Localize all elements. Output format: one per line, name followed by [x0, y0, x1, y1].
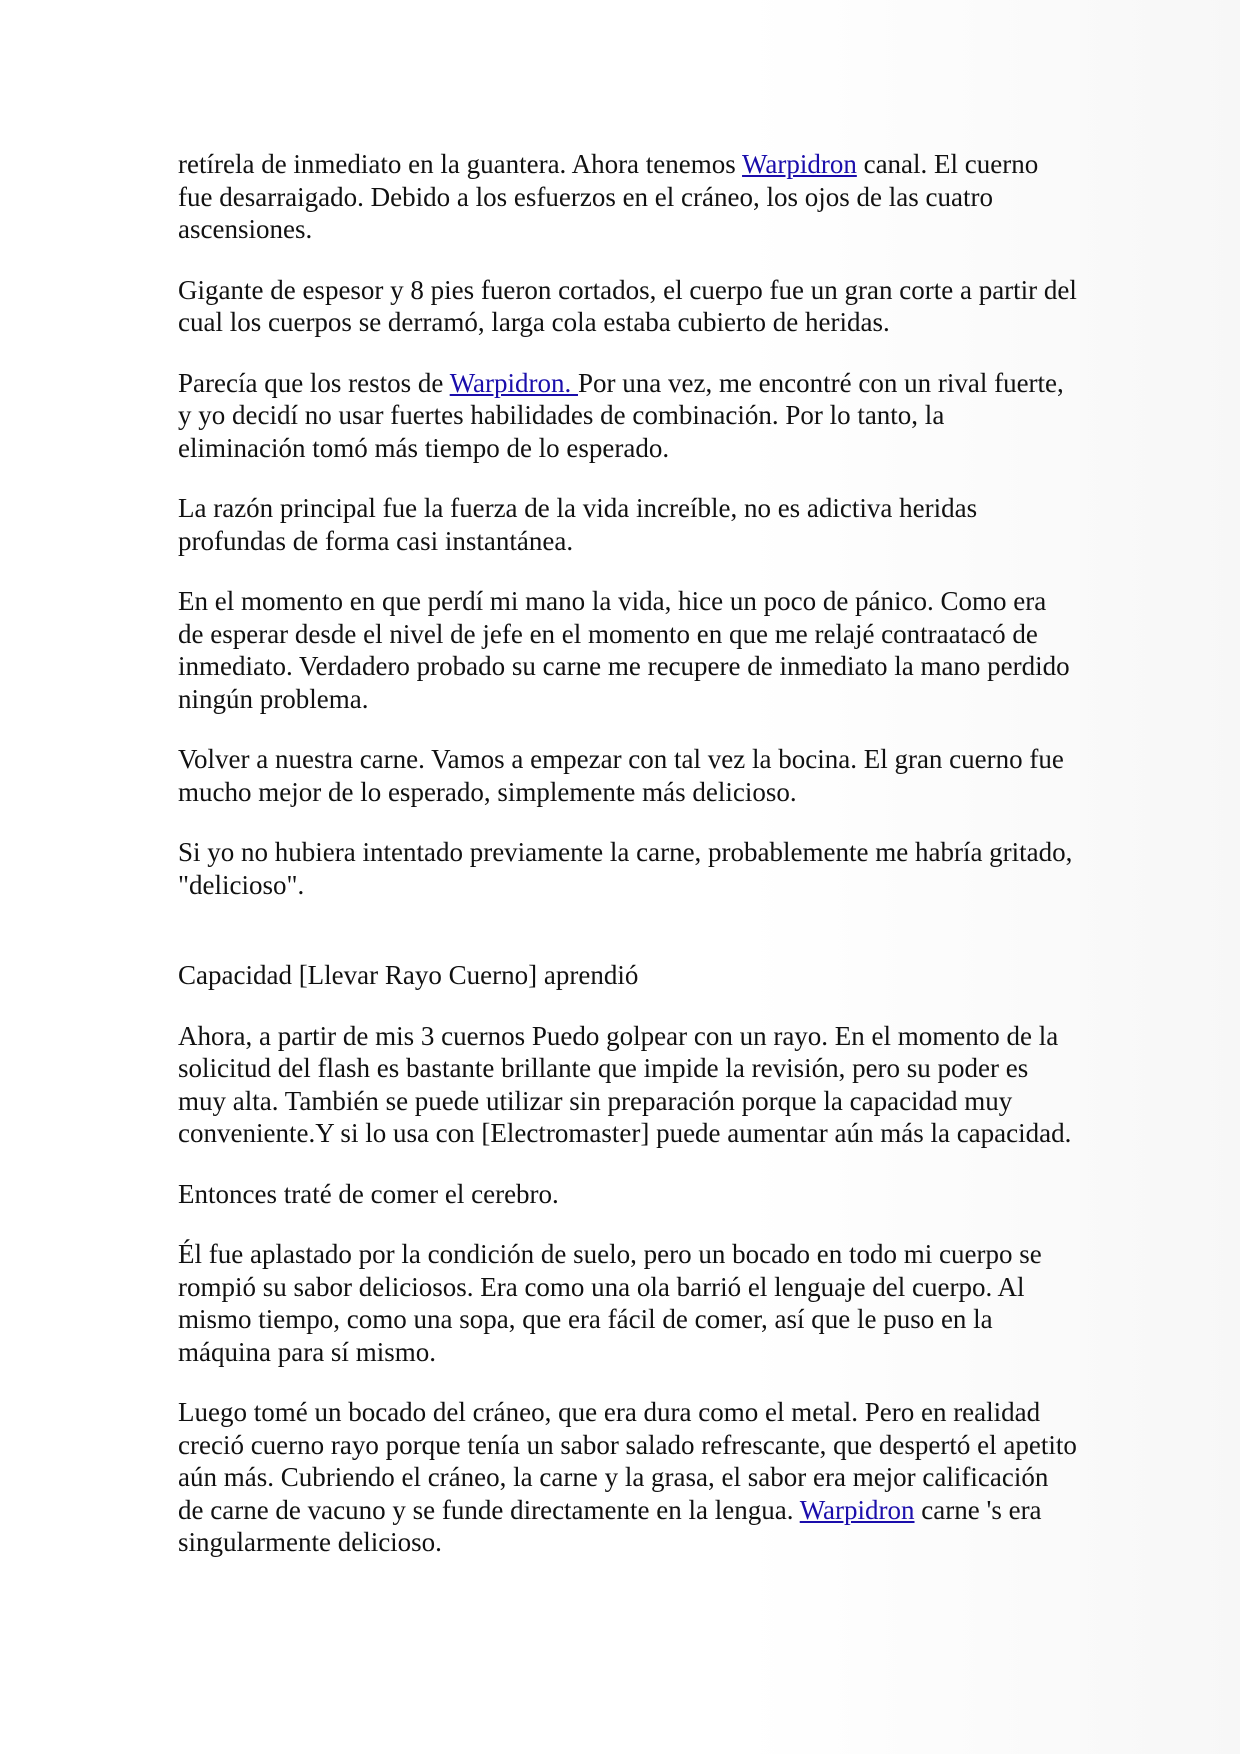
paragraph-7: Si yo no hubiera intentado previamente la carne, probablemente me habría gritado, "delicioso".: [178, 837, 1073, 900]
paragraph-3: [178, 367, 1078, 465]
warpidron-link-3[interactable]: Warpidron: [799, 1494, 915, 1525]
paragraph-1: [178, 148, 1078, 246]
paragraph-9: Ahora, a partir de mis 3 cuernos Puedo golpear con un rayo. En el momento de la solicitud del flash es bastante brillante que impide la revisión, pero su poder es muy alta. También se puede utilizar sin preparación porque la capacidad muy conveniente.Y si lo usa con [Electromaster] puede aumentar aún más la capacidad.: [178, 1020, 1072, 1148]
paragraph-5: En el momento en que perdí mi mano la vida, hice un poco de pánico. Como era de esperar desde el nivel de jefe en el momento en que me relajé contraatacó de inmediato. Verdadero probado su carne me recupere de inmediato la mano perdido ningún problema.: [178, 586, 1070, 714]
warpidron-link-2[interactable]: Warpidron.: [449, 367, 578, 398]
document-body: [178, 148, 1078, 1587]
paragraph-3-text-a: Parecía que los restos de: [178, 367, 450, 398]
paragraph-1-text-a: retírela de inmediato en la guantera. Ahora tenemos: [178, 149, 743, 179]
paragraph-12-text-b: carne 's era singularmente delicioso.: [178, 1494, 1042, 1557]
paragraph-12: [178, 1396, 1078, 1559]
paragraph-1-text-b: canal. El cuerno fue desarraigado. Debido a los esfuerzos en el cráneo, los ojos de las cuatro ascensiones.: [178, 149, 1039, 244]
paragraph-2: Gigante de espesor y 8 pies fueron cortados, el cuerpo fue un gran corte a partir del cual los cuerpos se derramó, larga cola estaba cubierto de heridas.: [178, 274, 1077, 337]
paragraph-3-text-b: Por una vez, me encontré con un rival fuerte, y yo decidí no usar fuertes habilidades de combinación. Por lo tanto, la eliminación tomó más tiempo de lo esperado.: [178, 367, 1064, 463]
paragraph-11: Él fue aplastado por la condición de suelo, pero un bocado en todo mi cuerpo se rompió su sabor deliciosos. Era como una ola barrió el lenguaje del cuerpo. Al mismo tiempo, como una sopa, que era fácil de comer, así que le puso en la máquina para sí mismo.: [178, 1239, 1042, 1367]
paragraph-4: La razón principal fue la fuerza de la vida increíble, no es adictiva heridas profundas de forma casi instantánea.: [178, 493, 978, 556]
paragraph-10: Entonces traté de comer el cerebro.: [178, 1178, 559, 1209]
paragraph-12-text-a: Luego tomé un bocado del cráneo, que era dura como el metal. Pero en realidad creció cuerno rayo porque tenía un sabor salado refrescante, que despertó el apetito aún más. Cubriendo el cráneo, la carne y la grasa, el sabor era mejor calificación de carne de vacuno y se funde directamente en la lengua.: [178, 1397, 1077, 1525]
ability-learned-line: Capacidad [Llevar Rayo Cuerno] aprendió: [178, 960, 639, 990]
warpidron-link-1[interactable]: Warpidron: [742, 149, 857, 179]
paragraph-6: Volver a nuestra carne. Vamos a empezar con tal vez la bocina. El gran cuerno fue mucho mejor de lo esperado, simplemente más delicioso.: [178, 744, 1064, 807]
